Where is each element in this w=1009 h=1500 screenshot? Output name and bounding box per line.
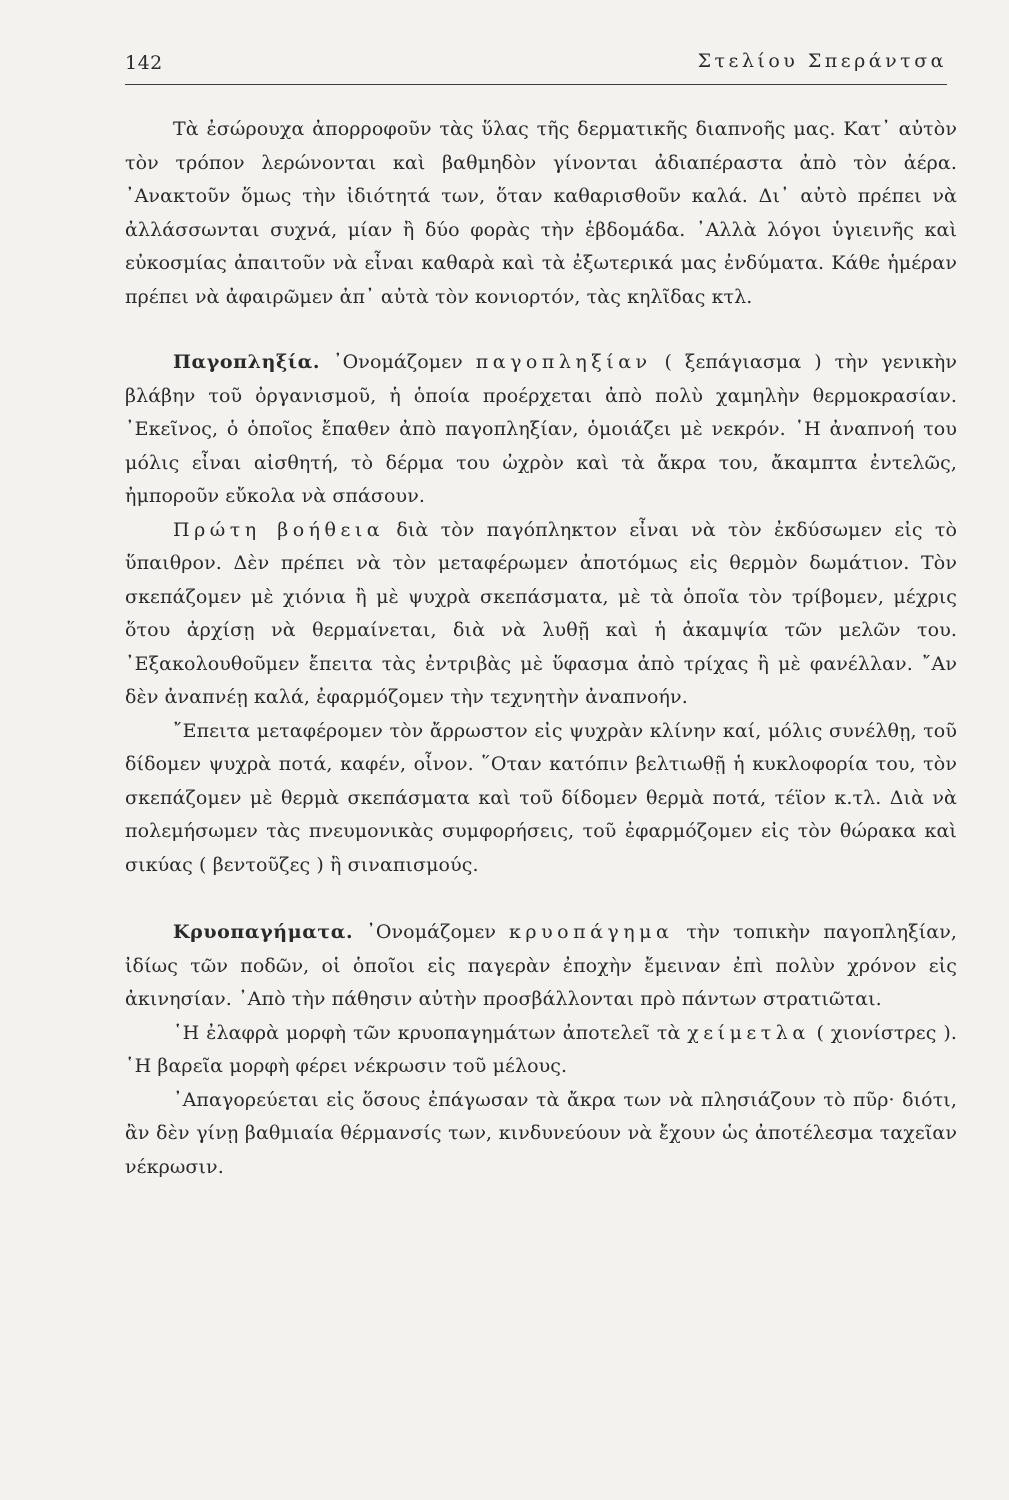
first-aid-text: διὰ τὸν παγόπληκτον εἶναι νὰ τὸν ἐκδύσωμεν εἰς τὸ ὕπαιθρον. Δὲν πρέπει νὰ τὸν μεταφέρωμεν ἀποτόμως εἰς θερμὸν δωμάτιον. Τὸν σκεπάζομεν μὲ χιόνια ἢ μὲ ψυχρὰ σκεπάσματα, μὲ τὰ ὁποῖα τὸν τρίβομεν, μέχρις ὅτου ἀρχίσῃ νὰ θερμαίνεται, διὰ νὰ λυθῇ καὶ ἡ ἀκαμψία τῶν μελῶν του. ᾿Εξακολουθοῦμεν ἔπειτα τὰς ἐντριβὰς μὲ ὕφασμα ἀπὸ τρίχας ἢ μὲ φανέλλαν. ῎Αν δὲν ἀναπνέῃ καλά, ἐφαρμόζομεν τὴν τεχνητὴν ἀναπνοήν.	[125, 518, 957, 708]
section-gap	[125, 314, 957, 346]
body-text	[125, 113, 957, 1184]
light-form-intro: ῾Η ἐλαφρὰ μορφὴ τῶν κρυοπαγημάτων ἀποτελεῖ τὰ	[173, 1021, 688, 1044]
paragraph-first-aid	[125, 514, 957, 715]
running-head: Στελίου Σπεράντσα	[697, 50, 947, 72]
first-aid-term: Πρώτη βοήθεια	[173, 518, 385, 541]
paragraph-kryopagemata	[125, 916, 957, 1017]
section-heading-kryopagemata: Κρυοπαγήματα.	[173, 921, 354, 943]
kryopagemata-text: τὴν τοπικὴν παγοπληξίαν, ἰδίως τῶν ποδῶν, οἱ ὁποῖοι εἰς παγερὰν ἐποχὴν ἔμειναν ἐπὶ πολὺν χρόνον εἰς ἀκινησίαν. ᾿Απὸ τὴν πάθησιν αὐτὴν προσβάλλονται πρὸ πάντων στρατιῶται.	[125, 921, 957, 1010]
kryopagemata-intro: ᾿Ονομάζομεν	[353, 921, 510, 943]
page-number: 142	[125, 52, 163, 74]
kryopagemata-term: κρυοπάγημα	[509, 921, 674, 943]
light-form-term: χείμετλα	[687, 1021, 810, 1044]
paragraph-undergarments: Τὰ ἐσώρουχα ἀπορροφοῦν τὰς ὕλας τῆς δερματικῆς διαπνοῆς μας. Κατ᾿ αὐτὸν τὸν τρόπον λερώνονται καὶ βαθμηδὸν γίνονται ἀδιαπέραστα ἀπὸ τὸν ἀέρα. ᾿Ανακτοῦν ὅμως τὴν ἰδιότητά των, ὅταν καθαρισθοῦν καλά. Δι᾿ αὐτὸ πρέπει νὰ ἀλλάσσωνται συχνά, μίαν ἢ δύο φορὰς τὴν ἑβδομάδα. ᾿Αλλὰ λόγοι ὑγιεινῆς καὶ εὐκοσμίας ἀπαιτοῦν νὰ εἶναι καθαρὰ καὶ τὰ ἐξωτερικά μας ἐνδύματα. Κάθε ἡμέραν πρέπει νὰ ἀφαιρῶμεν ἀπ᾿ αὐτὰ τὸν κονιορτόν, τὰς κηλῖδας κτλ.	[125, 118, 957, 308]
section-gap	[125, 882, 957, 916]
header-rule	[125, 84, 947, 85]
paragraph-warning: ᾿Απαγορεύεται εἰς ὅσους ἐπάγωσαν τὰ ἄκρα των νὰ πλησιάζουν τὸ πῦρ· διότι, ἂν δὲν γίνῃ βαθμιαία θέρμανσίς των, κινδυνεύουν νὰ ἔχουν ὡς ἀποτέλεσμα ταχεῖαν νέκρωσιν.	[125, 1088, 957, 1178]
light-form-text: ( χιονίστρες ). ῾Η βαρεῖα μορφὴ φέρει νέκρωσιν τοῦ μέλους.	[125, 1021, 957, 1077]
section-heading-pagoplexia: Παγοπληξία.	[173, 351, 321, 373]
pagoplexia-text: ( ξεπάγιασμα ) τὴν γενικὴν βλάβην τοῦ ὀργανισμοῦ, ἡ ὁποία προέρχεται ἀπὸ πολὺ χαμηλὴν θερμοκρασίαν. ᾿Εκεῖνος, ὁ ὁποῖος ἔπαθεν ἀπὸ παγοπληξίαν, ὁμοιάζει μὲ νεκρόν. ῾Η ἀναπνοή του μόλις εἶναι αἰσθητή, τὸ δέρμα του ὠχρὸν καὶ τὰ ἄκρα του, ἄκαμπτα ἐντελῶς, ἠμποροῦν εὔκολα νὰ σπάσουν.	[125, 351, 957, 507]
paragraph-aftercare: ῎Επειτα μεταφέρομεν τὸν ἄρρωστον εἰς ψυχρὰν κλίνην καί, μόλις συνέλθῃ, τοῦ δίδομεν ψυχρὰ ποτά, καφέν, οἶνον. ῞Οταν κατόπιν βελτιωθῇ ἡ κυκλοφορία του, τὸν σκεπάζομεν μὲ θερμὰ σκεπάσματα καὶ τοῦ δίδομεν θερμὰ ποτά, τέϊον κ.τλ. Διὰ νὰ πολεμήσωμεν τὰς πνευμονικὰς συμφορήσεις, τοῦ ἐφαρμόζομεν εἰς τὸν θώρακα καὶ σικύας ( βεντοῦζες ) ἢ σιναπισμούς.	[125, 719, 957, 876]
paragraph-light-form	[125, 1017, 957, 1084]
page-header	[125, 44, 947, 84]
pagoplexia-intro: ᾿Ονομάζομεν	[320, 351, 476, 373]
pagoplexia-term: παγοπληξίαν	[475, 351, 652, 373]
paragraph-pagoplexia	[125, 346, 957, 514]
